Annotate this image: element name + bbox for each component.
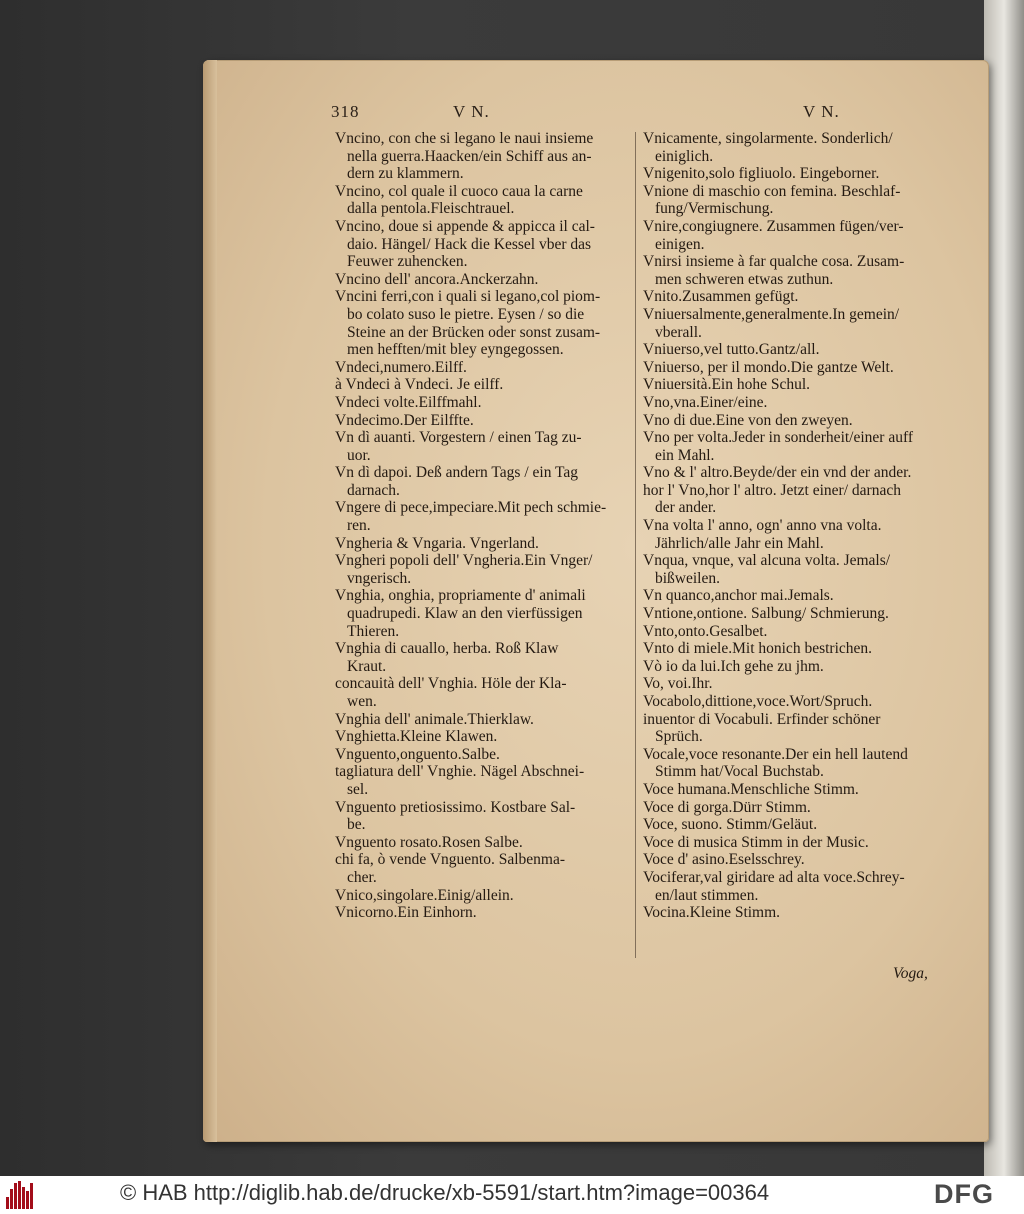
running-head-right: V N. bbox=[803, 102, 840, 121]
entry-line: hor l' Vno,hor l' altro. Jetzt einer/ darnach bbox=[643, 481, 901, 499]
entry-line: Vnicorno.Ein Einhorn. bbox=[335, 904, 477, 922]
dictionary-entry bbox=[335, 535, 635, 553]
entry-line: Vnire,congiugnere. Zusammen fügen/ver- bbox=[643, 217, 904, 235]
dictionary-entry bbox=[335, 675, 635, 710]
entry-line: Sprüch. bbox=[655, 728, 703, 746]
entry-line: Voce d' asino.Eselsschrey. bbox=[643, 851, 805, 869]
entry-line: à Vndeci à Vndeci. Je eilff. bbox=[335, 376, 504, 394]
entry-line: Vn dì auanti. Vorgestern / einen Tag zu- bbox=[335, 429, 582, 447]
entry-line: Vnirsi insieme à far qualche cosa. Zusam- bbox=[643, 253, 905, 271]
dictionary-entry bbox=[643, 623, 943, 641]
dictionary-entry bbox=[335, 887, 635, 905]
entry-line: ren. bbox=[347, 517, 371, 535]
entry-line: daio. Hängel/ Hack die Kessel vber das bbox=[347, 235, 592, 253]
running-head-left: V N. bbox=[453, 102, 490, 121]
dictionary-entry bbox=[335, 711, 635, 729]
entry-line: inuentor di Vocabuli. Erfinder schöner bbox=[643, 710, 881, 728]
book-page bbox=[203, 60, 989, 1142]
entry-line: Vnigenito,solo figliuolo. Eingeborner. bbox=[643, 165, 880, 183]
dictionary-entry bbox=[335, 746, 635, 764]
entry-line: der ander. bbox=[655, 499, 717, 517]
entry-line: en/laut stimmen. bbox=[655, 886, 759, 904]
dictionary-entry bbox=[643, 834, 943, 852]
dictionary-entry bbox=[335, 429, 635, 464]
dictionary-entry bbox=[643, 851, 943, 869]
entry-line: Kraut. bbox=[347, 657, 387, 675]
entry-line: wen. bbox=[347, 693, 377, 710]
entry-line: Voce di gorga.Dürr Stimm. bbox=[643, 798, 811, 816]
dictionary-entry bbox=[643, 869, 943, 904]
entry-line: Vncino, col quale il cuoco caua la carne bbox=[335, 182, 583, 200]
column-divider bbox=[635, 132, 636, 958]
dictionary-entry bbox=[643, 288, 943, 306]
dictionary-entry bbox=[335, 394, 635, 412]
dictionary-entry bbox=[643, 482, 943, 517]
entry-line: Vno di due.Eine von den zweyen. bbox=[643, 411, 853, 429]
entry-line: vberall. bbox=[655, 323, 702, 341]
dictionary-entry bbox=[643, 306, 943, 341]
entry-line: darnach. bbox=[347, 481, 400, 499]
dictionary-entry bbox=[335, 587, 635, 640]
entry-line: Vndeci,numero.Eilff. bbox=[335, 358, 467, 376]
entry-line: Vndecimo.Der Eilffte. bbox=[335, 411, 474, 429]
page-number: 318 bbox=[331, 102, 360, 121]
entry-line: uor. bbox=[347, 446, 371, 464]
entry-line: Vociferar,val giridare ad alta voce.Schrey- bbox=[643, 868, 905, 886]
dictionary-entry bbox=[335, 288, 635, 358]
dictionary-entry bbox=[643, 675, 943, 693]
entry-line: Vno & l' altro.Beyde/der ein vnd der ander. bbox=[643, 464, 912, 482]
entry-line: einiglich. bbox=[655, 147, 714, 165]
entry-line: Vna volta l' anno, ogn' anno vna volta. bbox=[643, 517, 882, 535]
dictionary-entry bbox=[643, 640, 943, 658]
dictionary-entry bbox=[643, 464, 943, 482]
dictionary-entry bbox=[335, 851, 635, 886]
entry-line: Vocabolo,dittione,voce.Wort/Spruch. bbox=[643, 693, 873, 710]
dictionary-entry bbox=[335, 904, 635, 922]
hab-logo-bar bbox=[18, 1181, 21, 1209]
dictionary-entry bbox=[643, 165, 943, 183]
dictionary-entry bbox=[643, 552, 943, 587]
entry-line: men schweren etwas zuthun. bbox=[655, 270, 834, 288]
dictionary-entry bbox=[643, 816, 943, 834]
entry-line: Vn quanco,anchor mai.Jemals. bbox=[643, 587, 834, 605]
hab-logo-bar bbox=[22, 1187, 25, 1209]
entry-line: chi fa, ò vende Vnguento. Salbenma- bbox=[335, 851, 565, 869]
dictionary-entry bbox=[335, 376, 635, 394]
dictionary-entry bbox=[643, 183, 943, 218]
dictionary-entry bbox=[643, 376, 943, 394]
entry-line: cher. bbox=[347, 868, 377, 886]
entry-line: Vntione,ontione. Salbung/ Schmierung. bbox=[643, 605, 889, 623]
dictionary-entry bbox=[643, 394, 943, 412]
hab-logo-bar bbox=[14, 1183, 17, 1209]
entry-line: Vnicamente, singolarmente. Sonderlich/ bbox=[643, 130, 893, 147]
entry-line: quadrupedi. Klaw an den vierfüssigen bbox=[347, 605, 583, 623]
entry-line: Vndeci volte.Eilffmahl. bbox=[335, 393, 482, 411]
entry-line: Vnico,singolare.Einig/allein. bbox=[335, 886, 514, 904]
dictionary-entry bbox=[335, 130, 635, 183]
entry-line: Vnito.Zusammen gefügt. bbox=[643, 288, 799, 306]
dictionary-entry bbox=[643, 429, 943, 464]
dictionary-entry bbox=[643, 693, 943, 711]
dfg-logo[interactable]: DFG bbox=[934, 1179, 994, 1209]
dictionary-entry bbox=[643, 130, 943, 165]
entry-line: Vngere di pece,impeciare.Mit pech schmie- bbox=[335, 499, 607, 517]
entry-line: Vnto,onto.Gesalbet. bbox=[643, 622, 768, 640]
dictionary-entry bbox=[643, 711, 943, 746]
dictionary-entry bbox=[643, 781, 943, 799]
entry-line: dern zu klammern. bbox=[347, 165, 464, 183]
entry-line: Feuwer zuhencken. bbox=[347, 253, 468, 271]
dictionary-column-right bbox=[643, 130, 943, 922]
dictionary-entry bbox=[643, 658, 943, 676]
entry-line: men hefften/mit bley eyngegossen. bbox=[347, 341, 564, 359]
copyright-link[interactable]: © HAB http://diglib.hab.de/drucke/xb-5591/start.htm?image=00364 bbox=[120, 1180, 770, 1205]
entry-line: Vnguento,onguento.Salbe. bbox=[335, 745, 500, 763]
entry-line: Vncino dell' ancora.Anckerzahn. bbox=[335, 270, 539, 288]
dictionary-entry bbox=[335, 552, 635, 587]
dictionary-entry bbox=[335, 464, 635, 499]
entry-line: be. bbox=[347, 816, 366, 834]
dictionary-entry bbox=[335, 359, 635, 377]
dictionary-entry bbox=[643, 517, 943, 552]
entry-line: Vn dì dapoi. Deß andern Tags / ein Tag bbox=[335, 464, 579, 482]
entry-line: vngerisch. bbox=[347, 569, 412, 587]
dictionary-entry bbox=[335, 763, 635, 798]
dictionary-entry bbox=[643, 341, 943, 359]
entry-line: Vnghia, onghia, propriamente d' animali bbox=[335, 587, 586, 605]
entry-line: Steine an der Brücken oder sonst zusam- bbox=[347, 323, 601, 341]
entry-line: Vocale,voce resonante.Der ein hell lautend bbox=[643, 745, 908, 763]
dictionary-entry bbox=[643, 799, 943, 817]
entry-line: Vniuersalmente,generalmente.In gemein/ bbox=[643, 305, 900, 323]
entry-line: bißweilen. bbox=[655, 569, 720, 587]
dictionary-entry bbox=[643, 605, 943, 623]
entry-line: dalla pentola.Fleischtrauel. bbox=[347, 200, 515, 218]
entry-line: Vnghia di cauallo, herba. Roß Klaw bbox=[335, 640, 559, 658]
adjacent-page-edge bbox=[984, 0, 1024, 1176]
entry-line: Vncino, doue si appende & appicca il cal- bbox=[335, 217, 595, 235]
viewer-footer bbox=[0, 1176, 1024, 1214]
hab-logo-bar bbox=[26, 1191, 29, 1209]
entry-line: Jährlich/alle Jahr ein Mahl. bbox=[655, 534, 824, 552]
entry-line: bo colato suso le pietre. Eysen / so die bbox=[347, 305, 585, 323]
entry-line: Thieren. bbox=[347, 622, 400, 640]
dictionary-entry bbox=[643, 218, 943, 253]
dictionary-entry bbox=[643, 587, 943, 605]
entry-line: Vnione di maschio con femina. Beschlaf- bbox=[643, 182, 901, 200]
page-gutter bbox=[203, 60, 217, 1142]
entry-line: Vnqua, vnque, val alcuna volta. Jemals/ bbox=[643, 552, 891, 570]
entry-line: Vnguento pretiosissimo. Kostbare Sal- bbox=[335, 798, 576, 816]
entry-line: Vnghietta.Kleine Klawen. bbox=[335, 728, 498, 746]
entry-line: Vngheria & Vngaria. Vngerland. bbox=[335, 534, 539, 552]
entry-line: Stimm hat/Vocal Buchstab. bbox=[655, 763, 824, 781]
entry-line: nella guerra.Haacken/ein Schiff aus an- bbox=[347, 147, 592, 165]
entry-line: Voce humana.Menschliche Stimm. bbox=[643, 780, 859, 798]
entry-line: Vngheri popoli dell' Vngheria.Ein Vnger/ bbox=[335, 552, 593, 570]
dictionary-entry bbox=[643, 412, 943, 430]
dictionary-entry bbox=[335, 499, 635, 534]
hab-logo-bar bbox=[10, 1189, 13, 1209]
entry-line: Vniuerso, per il mondo.Die gantze Welt. bbox=[643, 358, 894, 376]
dictionary-entry bbox=[335, 640, 635, 675]
catchword: Voga, bbox=[893, 965, 928, 982]
entry-line: fung/Vermischung. bbox=[655, 200, 774, 218]
entry-line: Vniuersità.Ein hohe Schul. bbox=[643, 376, 811, 394]
entry-line: ein Mahl. bbox=[655, 446, 715, 464]
entry-line: tagliatura dell' Vnghie. Nägel Abschnei- bbox=[335, 763, 585, 781]
dictionary-entry bbox=[335, 728, 635, 746]
entry-line: Vnguento rosato.Rosen Salbe. bbox=[335, 833, 523, 851]
entry-line: Vncini ferri,con i quali si legano,col piom- bbox=[335, 288, 601, 306]
entry-line: Vno,vna.Einer/eine. bbox=[643, 393, 768, 411]
entry-line: Vnto di miele.Mit honich bestrichen. bbox=[643, 640, 873, 658]
hab-logo-bar bbox=[30, 1183, 33, 1209]
entry-line: Vno per volta.Jeder in sonderheit/einer auff bbox=[643, 429, 914, 447]
dictionary-entry bbox=[335, 271, 635, 289]
dictionary-entry bbox=[643, 746, 943, 781]
dictionary-entry bbox=[335, 183, 635, 218]
dictionary-entry bbox=[335, 218, 635, 271]
dictionary-entry bbox=[335, 799, 635, 834]
entry-line: Vniuerso,vel tutto.Gantz/all. bbox=[643, 341, 820, 359]
entry-line: concauità dell' Vnghia. Höle der Kla- bbox=[335, 675, 567, 693]
dictionary-entry bbox=[643, 904, 943, 922]
dictionary-entry bbox=[643, 253, 943, 288]
entry-line: Vo, voi.Ihr. bbox=[643, 675, 713, 693]
hab-logo-icon[interactable] bbox=[6, 1181, 36, 1209]
entry-line: Vò io da lui.Ich gehe zu jhm. bbox=[643, 657, 824, 675]
entry-line: einigen. bbox=[655, 235, 705, 253]
dictionary-column-left bbox=[335, 130, 635, 922]
entry-line: Voce di musica Stimm in der Music. bbox=[643, 833, 869, 851]
dictionary-entry bbox=[643, 359, 943, 377]
hab-logo-bar bbox=[6, 1197, 9, 1209]
dictionary-entry bbox=[335, 834, 635, 852]
entry-line: Vncino, con che si legano le naui insieme bbox=[335, 130, 594, 147]
entry-line: Vnghia dell' animale.Thierklaw. bbox=[335, 710, 534, 728]
entry-line: Vocina.Kleine Stimm. bbox=[643, 904, 781, 922]
entry-line: Voce, suono. Stimm/Geläut. bbox=[643, 816, 818, 834]
entry-line: sel. bbox=[347, 780, 369, 798]
dictionary-entry bbox=[335, 412, 635, 430]
